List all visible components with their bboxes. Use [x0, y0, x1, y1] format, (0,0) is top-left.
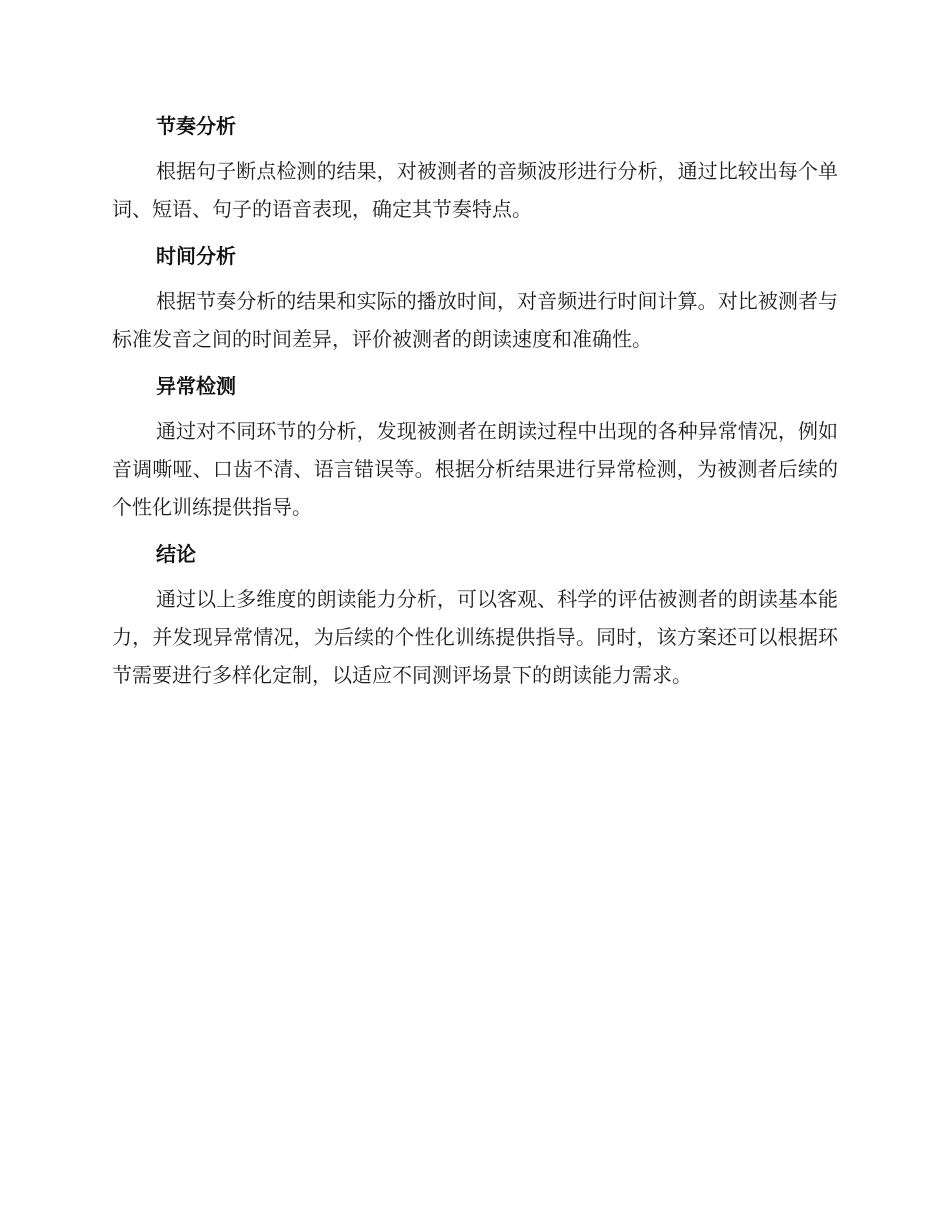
section-conclusion [112, 538, 838, 694]
section-paragraph: 通过对不同环节的分析，发现被测者在朗读过程中出现的各种异常情况，例如音调嘶哑、口齿不清、语言错误等。根据分析结果进行异常检测，为被测者后续的个性化训练提供指导。 [112, 419, 838, 519]
section-paragraph: 通过以上多维度的朗读能力分析，可以客观、科学的评估被测者的朗读基本能力，并发现异常情况，为后续的个性化训练提供指导。同时，该方案还可以根据环节需要进行多样化定制，以适应不同测评场景下的朗读能力需求。 [112, 587, 838, 687]
section-time-analysis [112, 240, 838, 358]
section-heading: 结论 [156, 542, 196, 566]
section-paragraph: 根据句子断点检测的结果，对被测者的音频波形进行分析，通过比较出每个单词、短语、句子的语音表现，确定其节奏特点。 [112, 159, 838, 221]
section-anomaly-detection [112, 370, 838, 526]
section-heading: 异常检测 [156, 374, 236, 398]
section-paragraph: 根据节奏分析的结果和实际的播放时间，对音频进行时间计算。对比被测者与标准发音之间的时间差异，评价被测者的朗读速度和准确性。 [112, 289, 838, 351]
section-heading: 时间分析 [156, 244, 236, 268]
section-heading: 节奏分析 [156, 114, 236, 138]
section-rhythm-analysis [112, 110, 838, 228]
